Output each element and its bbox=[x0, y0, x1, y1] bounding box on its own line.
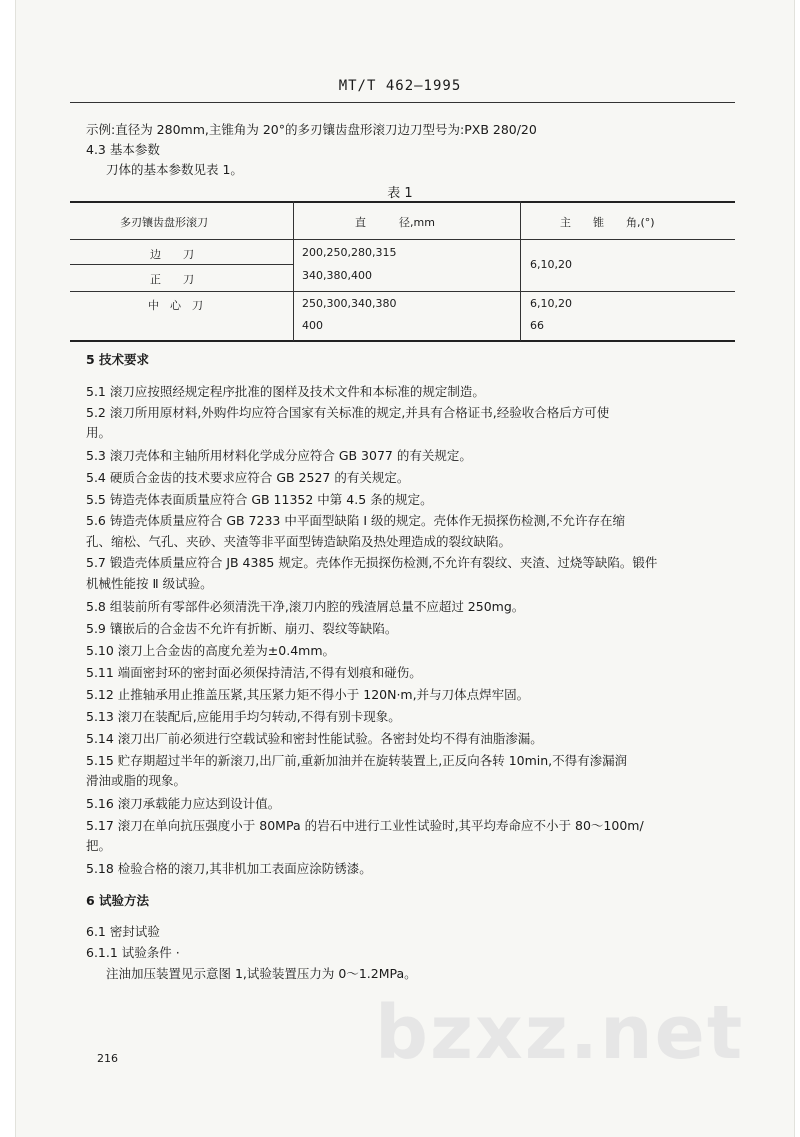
table-header-cell: 主 锥 角,(°) bbox=[560, 216, 655, 229]
section-6-1-1-heading: 6.1.1 试验条件 · bbox=[86, 945, 180, 960]
clause-line: 5.6 铸造壳体质量应符合 GB 7233 中平面型缺陷 I 级的规定。壳体作无损探伤检测,不允许存在缩 bbox=[86, 513, 625, 528]
page-number: 216 bbox=[97, 1052, 118, 1065]
table-bottom-rule bbox=[70, 340, 735, 342]
clause-line: 5.13 滚刀在装配后,应能用手均匀转动,不得有别卡现象。 bbox=[86, 709, 401, 724]
table-cell-name: 正 刀 bbox=[150, 273, 194, 286]
example-text: 示例:直径为 280mm,主锥角为 20°的多刃镶齿盘形滚刀边刀型号为:PXB 280/20 bbox=[86, 122, 537, 137]
table-column-divider bbox=[520, 201, 521, 341]
table-cell-angle: 6,10,20 bbox=[530, 258, 572, 271]
section-6-1-heading: 6.1 密封试验 bbox=[86, 924, 160, 939]
clause-line: 机械性能按 Ⅱ 级试验。 bbox=[86, 576, 213, 591]
clause-line: 把。 bbox=[86, 838, 112, 853]
table-cell-angle: 6,10,20 bbox=[530, 297, 572, 310]
watermark: bzxz.net bbox=[375, 990, 745, 1076]
clause-line: 5.1 滚刀应按照经规定程序批准的图样及技术文件和本标准的规定制造。 bbox=[86, 384, 485, 399]
section-6-heading: 6 试验方法 bbox=[86, 893, 150, 908]
clause-line: 5.9 镶嵌后的合金齿不允许有折断、崩刃、裂纹等缺陷。 bbox=[86, 621, 398, 636]
table-cell-name: 边 刀 bbox=[150, 248, 194, 261]
table-header-rule bbox=[70, 239, 735, 240]
standard-code-header: MT/T 462—1995 bbox=[338, 78, 462, 94]
table-row-divider bbox=[70, 291, 735, 292]
table-cell-diameter: 400 bbox=[302, 319, 323, 332]
table-row-divider bbox=[70, 264, 293, 265]
header-rule bbox=[70, 102, 735, 103]
clause-line: 5.7 锻造壳体质量应符合 JB 4385 规定。壳体作无损探伤检测,不允许有裂纹、夹渣、过烧等缺陷。锻件 bbox=[86, 555, 658, 570]
table-header-cell: 直 径,mm bbox=[355, 216, 435, 229]
clause-line: 5.11 端面密封环的密封面必须保持清洁,不得有划痕和碰伤。 bbox=[86, 665, 422, 680]
table-cell-diameter: 340,380,400 bbox=[302, 269, 372, 282]
section-5-heading: 5 技术要求 bbox=[86, 352, 150, 367]
section-4-3-heading: 4.3 基本参数 bbox=[86, 142, 160, 157]
table-cell-diameter: 200,250,280,315 bbox=[302, 246, 397, 259]
clause-line: 5.5 铸造壳体表面质量应符合 GB 11352 中第 4.5 条的规定。 bbox=[86, 492, 433, 507]
table-caption: 表 1 bbox=[387, 186, 413, 201]
clause-line: 孔、缩松、气孔、夹砂、夹渣等非平面型铸造缺陷及热处理造成的裂纹缺陷。 bbox=[86, 534, 512, 549]
clause-line: 5.12 止推轴承用止推盖压紧,其压紧力矩不得小于 120N·m,并与刀体点焊牢固。 bbox=[86, 687, 530, 702]
clause-line: 5.2 滚刀所用原材料,外购件均应符合国家有关标准的规定,并具有合格证书,经验收合格后方可使 bbox=[86, 405, 610, 420]
clause-line: 5.8 组装前所有零部件必须清洗干净,滚刀内腔的残渣屑总量不应超过 250mg。 bbox=[86, 599, 525, 614]
clause-line: 5.3 滚刀壳体和主轴所用材料化学成分应符合 GB 3077 的有关规定。 bbox=[86, 448, 472, 463]
table-top-rule bbox=[70, 201, 735, 203]
clause-line: 5.16 滚刀承载能力应达到设计值。 bbox=[86, 796, 281, 811]
clause-line: 5.10 滚刀上合金齿的高度允差为±0.4mm。 bbox=[86, 643, 336, 658]
table-cell-angle: 66 bbox=[530, 319, 544, 332]
clause-line: 滑油或脂的现象。 bbox=[86, 773, 187, 788]
table-header-cell: 多刃镶齿盘形滚刀 bbox=[120, 216, 208, 229]
clause-line: 5.14 滚刀出厂前必须进行空载试验和密封性能试验。各密封处均不得有油脂渗漏。 bbox=[86, 731, 543, 746]
clause-line: 5.18 检验合格的滚刀,其非机加工表面应涂防锈漆。 bbox=[86, 861, 372, 876]
table-column-divider bbox=[293, 201, 294, 341]
clause-line: 用。 bbox=[86, 425, 112, 440]
table-cell-name: 中 心 刀 bbox=[148, 299, 203, 312]
section-6-1-1-text: 注油加压装置见示意图 1,试验装置压力为 0～1.2MPa。 bbox=[106, 966, 417, 981]
clause-line: 5.15 贮存期超过半年的新滚刀,出厂前,重新加油并在旋转装置上,正反向各转 10min,不得有渗漏润 bbox=[86, 753, 628, 768]
clause-line: 5.4 硬质合金齿的技术要求应符合 GB 2527 的有关规定。 bbox=[86, 470, 410, 485]
clause-line: 5.17 滚刀在单向抗压强度小于 80MPa 的岩石中进行工业性试验时,其平均寿命应不小于 80～100m/ bbox=[86, 818, 644, 833]
section-4-3-text: 刀体的基本参数见表 1。 bbox=[106, 162, 243, 177]
table-cell-diameter: 250,300,340,380 bbox=[302, 297, 397, 310]
